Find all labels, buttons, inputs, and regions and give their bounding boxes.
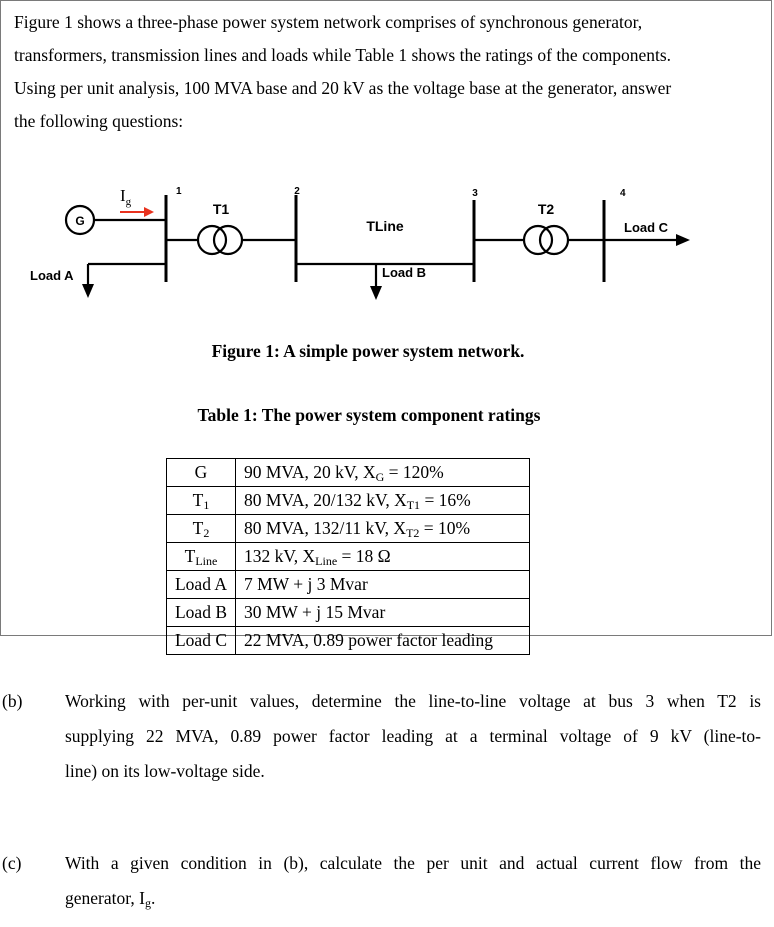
intro-line: Figure 1 shows a three-phase power system network comprises of synchronous generator, [14,12,643,32]
component-rating: 80 MVA, 20/132 kV, $X_{T1} = 16\%$ [236,487,530,515]
tline-label: TLine [366,218,404,234]
component-rating: 132 kV, $X_{Line} = 18$ Ω [236,543,530,571]
power-system-diagram [0,170,774,330]
bus-2-label: 2 [294,186,300,197]
intro-line: Using per unit analysis, 100 MVA base and 20 kV as the voltage base at the generator, answer [14,78,672,98]
component-name: G [167,459,236,487]
question-label: (b) [2,691,23,711]
question-line: With a given condition in (b), calculate the per unit and actual current flow from the [65,853,761,873]
intro-paragraph [14,6,754,138]
component-name: $T_2$ [167,515,236,543]
table-row [167,599,530,627]
figure-caption: Figure 1: A simple power system network. [211,341,525,361]
table-caption: Table 1: The power system component ratings [197,405,541,425]
bus-1-label: 1 [176,186,182,197]
intro-line: the following questions: [14,111,184,131]
question-label: (c) [2,853,22,873]
load-c-arrow-icon [676,234,690,246]
table-row [167,543,530,571]
component-rating: 22 MVA, 0.89 power factor leading [236,627,530,655]
component-name: Load A [167,571,236,599]
component-name: $T_1$ [167,487,236,515]
question-line: generator, $I_g$. [65,888,156,910]
table-row [167,459,530,487]
t2-winding-primary [524,226,552,254]
t1-label: T1 [212,201,230,217]
table-row [167,571,530,599]
component-rating: 30 MW + j 15 Mvar [236,599,530,627]
component-name: $T_{Line}$ [167,543,236,571]
load-a-label: Load A [30,268,74,283]
question-line: line) on its low-voltage side. [65,761,265,781]
component-rating: 90 MVA, 20 kV, $X_G = 120\%$ [236,459,530,487]
intro-line: transformers, transmission lines and loads while Table 1 shows the ratings of the components. [14,45,672,65]
ratings-table [166,458,530,655]
current-label: $I_g$ [120,186,132,208]
component-rating: 7 MW + j 3 Mvar [236,571,530,599]
load-a-arrow-icon [82,284,94,298]
t1-winding-secondary [214,226,242,254]
question-line: Working with per-unit values, determine the line-to-line voltage at bus 3 when T2 is [65,691,761,711]
component-name: Load B [167,599,236,627]
generator-label: G [75,214,85,228]
t2-winding-secondary [540,226,568,254]
component-name: Load C [167,627,236,655]
load-c-label: Load C [624,220,669,235]
bus-4-label: 4 [620,188,626,199]
load-b-label: Load B [382,265,427,280]
current-arrow-icon [144,207,154,217]
table-row [167,487,530,515]
component-rating: 80 MVA, 132/11 kV, $X_{T2} = 10\%$ [236,515,530,543]
bus-3-label: 3 [472,188,478,199]
table-row [167,515,530,543]
table-row [167,627,530,655]
load-b-arrow-icon [370,286,382,300]
question-line: supplying 22 MVA, 0.89 power factor leading at a terminal voltage of 9 kV (line-to- [65,726,761,746]
t2-label: T2 [537,201,555,217]
t1-winding-primary [198,226,226,254]
